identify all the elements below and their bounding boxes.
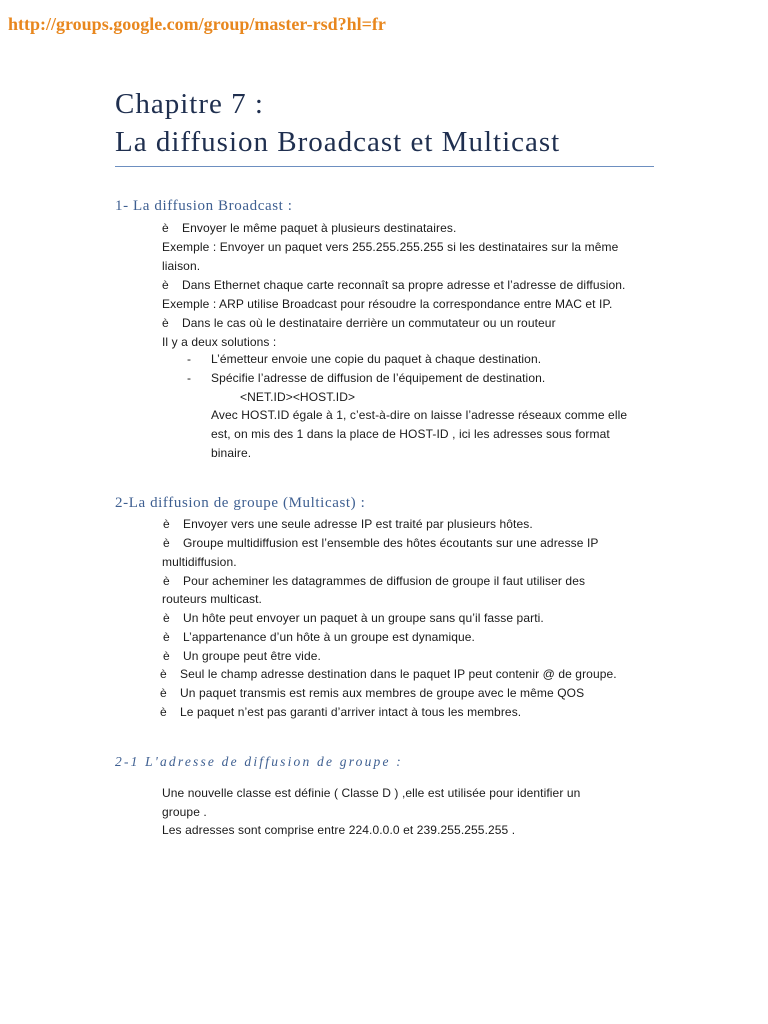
arrow-bullet-icon: è xyxy=(160,686,167,700)
text-line-content: Groupe multidiffusion est l’ensemble des hôtes écoutants sur une adresse IP xyxy=(183,536,599,550)
arrow-bullet-icon: è xyxy=(163,517,170,531)
text-line: groupe . xyxy=(162,805,207,819)
text-line: Les adresses sont comprise entre 224.0.0.0 et 239.255.255.255 . xyxy=(162,823,516,837)
text-line: multidiffusion. xyxy=(162,555,237,569)
text-line xyxy=(160,705,521,719)
text-line: Avec HOST.ID égale à 1, c’est-à-dire on laisse l’adresse réseaux comme elle xyxy=(211,408,628,422)
title-divider xyxy=(115,166,654,167)
text-line: routeurs multicast. xyxy=(162,592,262,606)
arrow-bullet-icon: è xyxy=(163,536,170,550)
text-line xyxy=(163,630,475,644)
text-line: Exemple : ARP utilise Broadcast pour résoudre la correspondance entre MAC et IP. xyxy=(162,297,613,311)
text-line-content: Envoyer le même paquet à plusieurs destinataires. xyxy=(182,221,457,235)
arrow-bullet-icon: è xyxy=(160,667,167,681)
text-line xyxy=(163,536,599,550)
text-line xyxy=(160,667,617,681)
arrow-bullet-icon: è xyxy=(162,278,169,292)
dash-bullet: - xyxy=(187,352,191,366)
text-line: binaire. xyxy=(211,446,252,460)
arrow-bullet-icon: è xyxy=(162,221,169,235)
arrow-bullet-icon: è xyxy=(163,574,170,588)
text-line-content: Un groupe peut être vide. xyxy=(183,649,321,663)
text-line-content: L’appartenance d’un hôte à un groupe est dynamique. xyxy=(183,630,475,644)
arrow-bullet-icon: è xyxy=(163,611,170,625)
chapter-number-title: Chapitre 7 : xyxy=(115,88,264,120)
section-heading-broadcast: 1- La diffusion Broadcast : xyxy=(115,198,293,214)
text-line-content: Pour acheminer les datagrammes de diffusion de groupe il faut utiliser des xyxy=(183,574,586,588)
text-line-content: Dans Ethernet chaque carte reconnaît sa propre adresse et l’adresse de diffusion. xyxy=(182,278,626,292)
text-line-content: Le paquet n’est pas garanti d’arriver intact à tous les membres. xyxy=(180,705,522,719)
text-line xyxy=(162,316,556,330)
arrow-bullet-icon: è xyxy=(162,316,169,330)
text-line-content: Un hôte peut envoyer un paquet à un groupe sans qu’il fasse parti. xyxy=(183,611,544,625)
text-line: Exemple : Envoyer un paquet vers 255.255.255.255 si les destinataires sur la même xyxy=(162,240,619,254)
text-line xyxy=(160,686,584,700)
chapter-title: La diffusion Broadcast et Multicast xyxy=(115,126,561,158)
source-url-link[interactable]: http://groups.google.com/group/master-rsd?hl=fr xyxy=(8,14,386,34)
text-line-content: Dans le cas où le destinataire derrière un commutateur ou un routeur xyxy=(182,316,556,330)
text-line xyxy=(163,649,321,663)
text-line-content: Envoyer vers une seule adresse IP est traité par plusieurs hôtes. xyxy=(183,517,533,531)
text-line: Une nouvelle classe est définie ( Classe D ) ,elle est utilisée pour identifier un xyxy=(162,786,581,800)
dash-bullet: - xyxy=(187,371,191,385)
text-line: <NET.ID><HOST.ID> xyxy=(240,390,356,404)
text-line xyxy=(162,221,456,235)
text-line xyxy=(162,278,625,292)
list-item: Spécifie l’adresse de diffusion de l’équipement de destination. xyxy=(211,371,546,385)
section-heading-multicast: 2-La diffusion de groupe (Multicast) : xyxy=(115,495,366,511)
arrow-bullet-icon: è xyxy=(163,630,170,644)
text-line-content: Seul le champ adresse destination dans le paquet IP peut contenir @ de groupe. xyxy=(180,667,617,681)
text-line xyxy=(163,517,533,531)
list-item: L’émetteur envoie une copie du paquet à chaque destination. xyxy=(211,352,542,366)
arrow-bullet-icon: è xyxy=(160,705,167,719)
text-line: est, on mis des 1 dans la place de HOST-ID , ici les adresses sous format xyxy=(211,427,610,441)
text-line: Il y a deux solutions : xyxy=(162,335,277,349)
text-line xyxy=(163,574,585,588)
text-line-content: Un paquet transmis est remis aux membres de groupe avec le même QOS xyxy=(180,686,585,700)
section-heading-group-address: 2-1 L'adresse de diffusion de groupe : xyxy=(115,754,403,769)
arrow-bullet-icon: è xyxy=(163,649,170,663)
text-line: liaison. xyxy=(162,259,201,273)
text-line xyxy=(163,611,544,625)
